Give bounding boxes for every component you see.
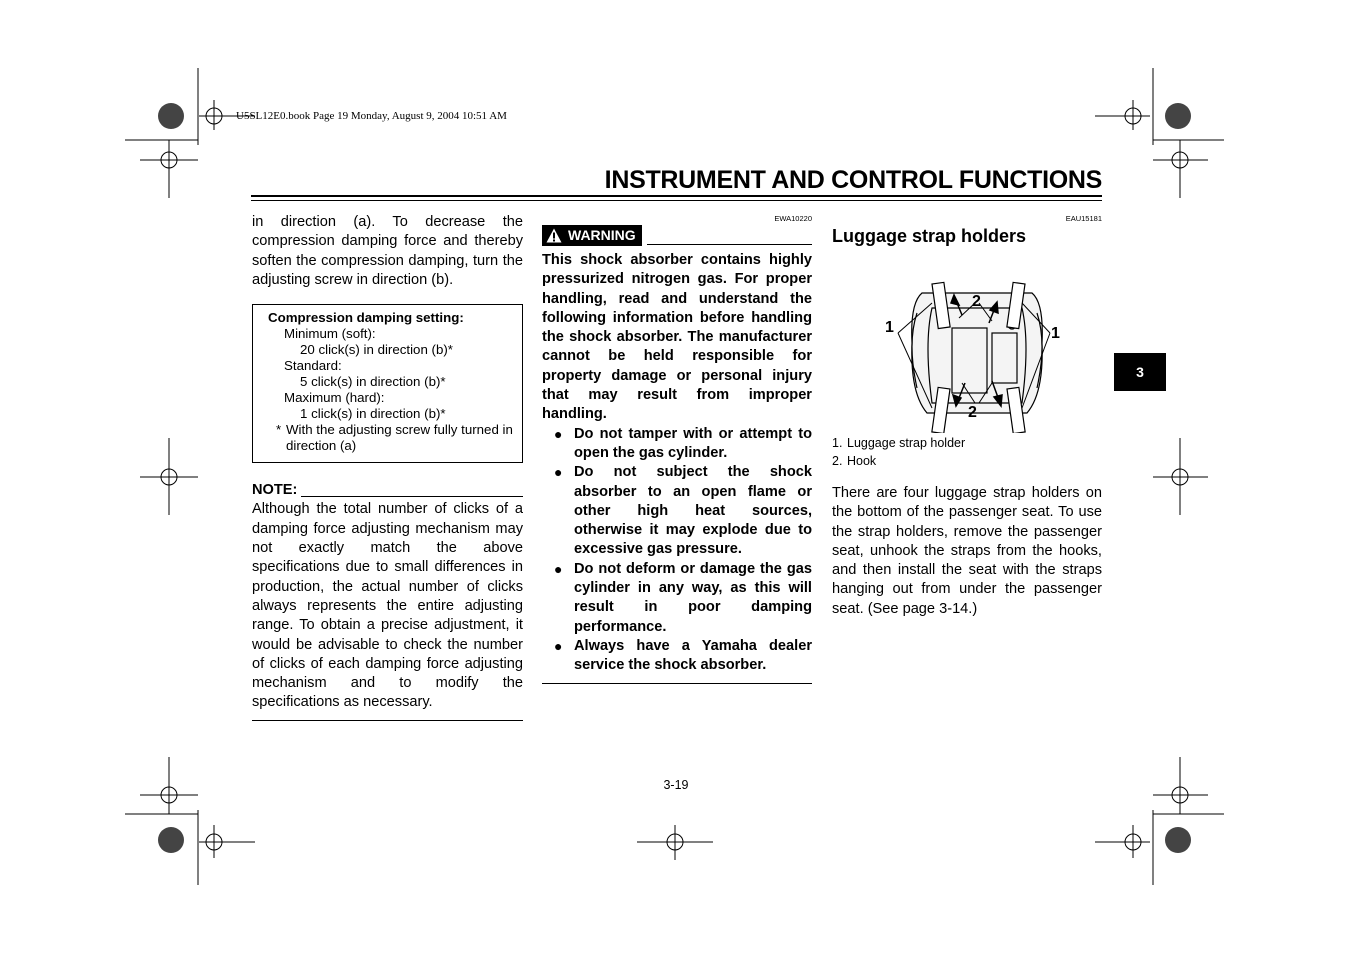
footnote-mark: * — [276, 422, 282, 438]
bullet-icon: ● — [554, 464, 563, 481]
spec-max-value: 1 click(s) in direction (b)* — [300, 406, 446, 422]
label-holder-right: 1 — [1051, 325, 1060, 342]
caption-item: 2. Hook — [832, 454, 877, 468]
column-compression-damping — [252, 213, 523, 721]
spec-min-label: Minimum (soft): — [284, 326, 376, 342]
bullet-icon: ● — [554, 560, 563, 577]
label-holder-left: 1 — [885, 319, 894, 336]
list-item: ● Do not subject the shock absorber to an open flame or other high heat sources, otherwise it may explode due to excessive gas pressure. — [542, 463, 812, 559]
chapter-tab: 3 — [1114, 353, 1166, 391]
warning-heading — [542, 225, 812, 246]
warning-text: This shock absorber contains highly pressurized nitrogen gas. For proper handling, read and understand the following information before handling the shock absorber. The manufacturer cannot be held responsible for property damage or personal injury that may result from improper handling. — [542, 252, 812, 423]
warning-label: WARNING — [568, 226, 636, 243]
note-label: NOTE: — [252, 482, 298, 499]
spec-box — [252, 304, 523, 463]
note-text: Although the total number of clicks of a damping force adjusting mechanism may not exactly match the above specifications due to small differences in production, the actual number of clicks always represents the entire adjusting range. To obtain a precise adjustment, it would be advisable to check the number of clicks of each damping force adjusting mechanism and to modify the specifications as necessary. — [252, 501, 523, 711]
warning-badge — [542, 225, 642, 246]
footnote-text: With the adjusting screw fully turned in direction (a) — [286, 422, 513, 454]
list-item: ● Do not tamper with or attempt to open the gas cylinder. — [542, 425, 812, 464]
spec-std-value: 5 click(s) in direction (b)* — [300, 374, 446, 390]
intro-paragraph: in direction (a). To decrease the compression damping force and thereby soften the compression damping, turn the adjusting screw in direction (b). — [252, 214, 523, 288]
print-info: U5SL12E0.book Page 19 Monday, August 9, 2004 10:51 AM — [236, 110, 507, 122]
warning-end-rule — [542, 683, 812, 684]
bullet-icon: ● — [554, 425, 563, 442]
caption-item: 1. Luggage strap holder — [832, 436, 966, 450]
column-warning — [542, 213, 812, 684]
warning-rule — [647, 244, 812, 245]
spec-max-label: Maximum (hard): — [284, 390, 385, 406]
spec-footnote — [268, 422, 514, 454]
page-title: INSTRUMENT AND CONTROL FUNCTIONS — [604, 166, 1102, 194]
spec-std-label: Standard: — [284, 358, 342, 374]
figure-captions — [832, 434, 1102, 470]
list-item: ● Always have a Yamaha dealer service the shock absorber. — [542, 637, 812, 676]
note-rule — [301, 496, 523, 497]
label-hook-bottom: 2 — [968, 404, 977, 421]
seat-illustration — [832, 253, 1102, 433]
header-rule — [251, 195, 1102, 197]
warning-list — [542, 425, 812, 676]
page-number: 3-19 — [663, 778, 689, 792]
spec-min-value: 20 click(s) in direction (b)* — [300, 342, 453, 358]
header-rule-thin — [251, 200, 1102, 201]
bullet-icon: ● — [554, 637, 563, 654]
note-end-rule — [252, 720, 523, 721]
section-body: There are four luggage strap holders on the bottom of the passenger seat. To use the strap holders, remove the passenger seat, unhook the straps from the hooks, and then install the seat with the straps hanging out from under the passenger seat. (See page 3-14.) — [832, 485, 1102, 617]
label-hook-top: 2 — [972, 293, 981, 310]
section-code: EAU15181 — [1065, 214, 1102, 223]
warning-triangle-icon — [546, 228, 562, 243]
section-title: Luggage strap holders — [832, 226, 1027, 246]
column-luggage-strap — [832, 213, 1102, 619]
seat-bottom-diagram — [832, 253, 1102, 433]
warning-code: EWA10220 — [774, 214, 812, 223]
list-item: ● Do not deform or damage the gas cylinder in any way, as this will result in poor damping performance. — [542, 560, 812, 637]
note-heading — [252, 481, 523, 500]
spec-heading: Compression damping setting: — [268, 310, 464, 326]
